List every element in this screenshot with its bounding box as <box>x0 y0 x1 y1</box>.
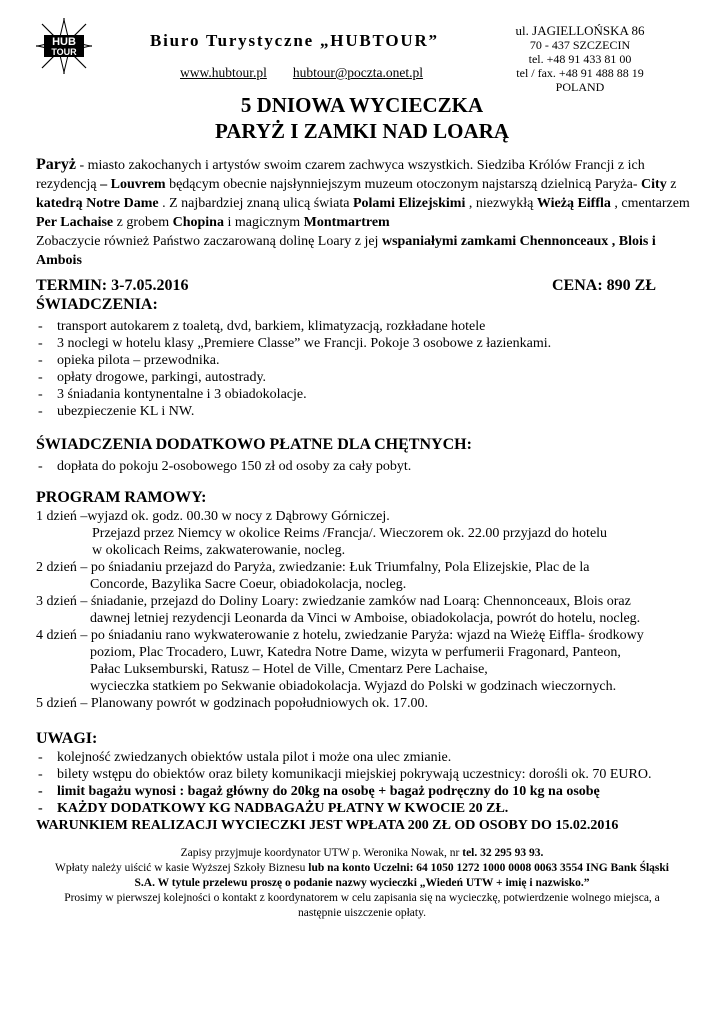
trip-title-line2: PARYŻ I ZAMKI NAD LOARĄ <box>214 119 510 143</box>
intro-paragraph-1: Paryż - miasto zakochanych i artystów swoim czarem zachwyca wszystkich. Siedziba Królów Francji z ich rezydencją – Louvrem będącym obecnie najsłynniejszym muzeum otoczonym najstarszą dzielnicą Paryża- City z katedrą Notre Dame . Z najbardziej znaną ulicą świata Polami Elizejskimi , niezwykłą Wieżą Eiffla , cmentarzem Per Lachaise z grobem Chopina i magicznym Montmartrem <box>36 156 690 230</box>
footer-line: Wpłaty należy uiścić w kasie Wyższej Szkoły Biznesu lub na konto Uczelni: 64 1050 1272 1000 0008 0063 3554 ING Bank Śląski <box>54 862 670 874</box>
list-item: - dopłata do pokoju 2-osobowego 150 zł od osoby za cały pobyt. <box>36 458 411 475</box>
program-schedule <box>36 508 644 712</box>
program-line: Concorde, Bazylika Sacre Coeur, obiadokolacja, nocleg. <box>90 577 407 592</box>
trip-dates: TERMIN: 3-7.05.2016 <box>36 277 189 294</box>
footer-line: Zapisy przyjmuje koordynator UTW p. Weronika Nowak, nr tel. 32 295 93 93. <box>180 847 544 859</box>
extra-services-list <box>36 458 411 475</box>
list-item: - opieka pilota – przewodnika. <box>36 352 551 369</box>
extra-services-heading: ŚWIADCZENIA DODATKOWO PŁATNE DLA CHĘTNYCH: <box>36 436 472 453</box>
list-item: - 3 noclegi w hotelu klasy „Premiere Classe” we Francji. Pokoje 3 osobowe z łazienkami. <box>36 335 551 352</box>
list-item: - limit bagażu wynosi : bagaż główny do 20kg na osobę + bagaż podręczny do 10 kg na osobę <box>36 783 652 800</box>
program-line: 3 dzień – śniadanie, przejazd do Doliny Loary: zwiedzanie zamków nad Loarą: Chennonceaux, Blois oraz <box>36 594 631 609</box>
program-heading: PROGRAM RAMOWY: <box>36 489 207 506</box>
footer-line: następnie uiszczenie opłaty. <box>298 907 426 919</box>
company-name: Biuro Turystyczne „HUBTOUR” <box>150 31 439 50</box>
services-heading: ŚWIADCZENIA: <box>36 296 158 313</box>
address-fax: tel / fax. +48 91 488 88 19 <box>516 66 644 80</box>
company-address <box>505 24 655 94</box>
program-line: 1 dzień –wyjazd ok. godz. 00.30 w nocy z Dąbrowy Górniczej. <box>36 509 390 524</box>
address-tel: tel. +48 91 433 81 00 <box>528 52 632 66</box>
list-item: - ubezpieczenie KL i NW. <box>36 403 551 420</box>
program-line: Przejazd przez Niemcy w okolice Reims /Francja/. Wieczorem ok. 22.00 przyjazd do hotelu <box>92 526 608 541</box>
program-line: dawnej letniej rezydencji Leonarda da Vinci w Amboise, obiadokolacja, powrót do hotelu, nocleg. <box>90 611 641 626</box>
logo-text-tour: TOUR <box>51 47 77 57</box>
trip-title-line1: 5 DNIOWA WYCIECZKA <box>240 93 484 117</box>
address-street: ul. JAGIELLOŃSKA 86 <box>515 23 645 38</box>
payment-condition: WARUNKIEM REALIZACJI WYCIECZKI JEST WPŁATA 200 ZŁ OD OSOBY DO 15.02.2016 <box>36 818 619 833</box>
program-line: wycieczka statkiem po Sekwanie obiadokolacja. Wyjazd do Polski w godzinach wieczornych. <box>90 679 617 694</box>
address-city: 70 - 437 SZCZECIN <box>529 38 631 52</box>
list-item: - transport autokarem z toaletą, dvd, barkiem, klimatyzacją, rozkładane hotele <box>36 318 551 335</box>
footer-line: S.A. W tytule przelewu proszę o podanie nazwy wycieczki „Wiedeń UTW + imię i nazwisko.” <box>134 877 590 889</box>
list-item: - KAŻDY DODATKOWY KG NADBAGAŻU PŁATNY W KWOCIE 20 ZŁ. <box>36 800 652 817</box>
program-line: poziom, Plac Trocadero, Luwr, Katedra Notre Dame, wizyta w perfumerii Fragonard, Panteon, <box>90 645 621 660</box>
footer-line: Prosimy w pierwszej kolejności o kontakt z koordynatorem w celu zapisania się na wycieczkę, potwierdzenie wolnego miejsca, a <box>64 892 660 904</box>
program-line: 2 dzień – po śniadaniu przejazd do Paryża, zwiedzanie: Łuk Triumfalny, Pola Elizejskie, Plac de la <box>36 560 590 575</box>
notes-list <box>36 749 652 834</box>
footer-notes <box>20 846 704 921</box>
program-line: 5 dzień – Planowany powrót w godzinach popołudniowych ok. 17.00. <box>36 696 428 711</box>
intro-text <box>36 155 696 270</box>
list-item: - bilety wstępu do obiektów oraz bilety komunikacji miejskiej pokrywają uczestnicy: dorośli ok. 70 EURO. <box>36 766 652 783</box>
email-link[interactable]: hubtour@poczta.onet.pl <box>292 65 424 80</box>
intro-paragraph-2: Zobaczycie również Państwo zaczarowaną dolinę Loary z jej wspaniałymi zamkami Chennonceaux , Blois i Ambois <box>36 234 656 268</box>
services-list <box>36 318 551 420</box>
logo-text-hub: HUB <box>52 36 76 48</box>
hubtour-logo <box>36 18 92 74</box>
trip-price: CENA: 890 ZŁ <box>552 277 657 294</box>
address-country: POLAND <box>555 80 605 94</box>
program-line: Pałac Luksemburski, Ratusz – Hotel de Ville, Cmentarz Pere Lachaise, <box>90 662 488 677</box>
list-item: - kolejność zwiedzanych obiektów ustala pilot i może ona ulec zmianie. <box>36 749 652 766</box>
contact-links <box>180 64 449 81</box>
list-item: - 3 śniadania kontynentalne i 3 obiadokolacje. <box>36 386 551 403</box>
website-link[interactable]: www.hubtour.pl <box>180 65 267 80</box>
program-line: 4 dzień – po śniadaniu rano wykwaterowanie z hotelu, zwiedzanie Paryża: wjazd na Wieżę Eiffla- środkowy <box>36 628 644 643</box>
program-line: w okolicach Reims, zakwaterowanie, nocleg. <box>92 543 346 558</box>
list-item: - opłaty drogowe, parkingi, autostrady. <box>36 369 551 386</box>
notes-heading: UWAGI: <box>36 730 98 747</box>
